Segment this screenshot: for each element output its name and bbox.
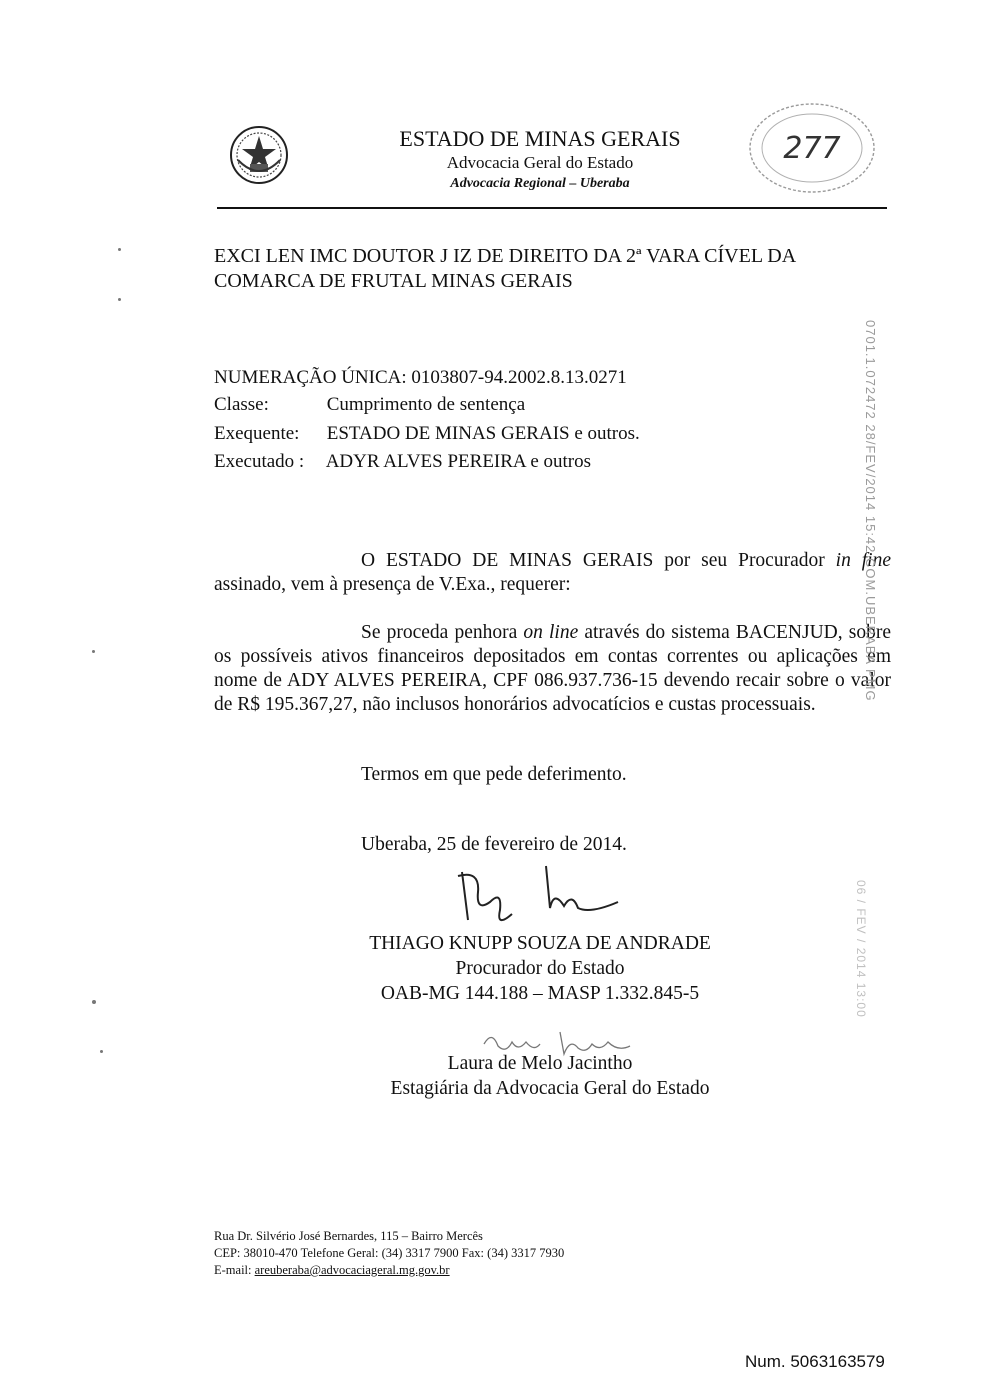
header-divider	[217, 207, 887, 209]
stamp-number: 277	[783, 131, 841, 166]
place-and-date: Uberaba, 25 de fevereiro de 2014.	[361, 834, 627, 855]
reception-side-stamp	[860, 320, 882, 702]
protocol-stamp	[740, 98, 880, 198]
case-number-line	[214, 366, 627, 390]
para1-text-a: O ESTADO DE MINAS GERAIS por seu Procurador	[361, 550, 836, 571]
intern-name: Laura de Melo Jacintho	[447, 1053, 633, 1074]
signer-role: Procurador do Estado	[455, 958, 625, 979]
closing-formula: Termos em que pede deferimento.	[361, 764, 627, 785]
para2-text-b: através do sistema BACENJUD, sobre os possíveis ativos financeiros depositados em contas correntes ou aplicações em nome de ADY ALVES PEREIRA, CPF 086.937.736-15 devendo recair sobre o valor de R$ 195.367,27, não inclusos honorários advocatícios e custas processuais.	[214, 622, 891, 715]
signer-name: THIAGO KNUPP SOUZA DE ANDRADE	[369, 933, 711, 954]
signer-registration: OAB-MG 144.188 – MASP 1.332.845-5	[380, 983, 700, 1004]
footer-email-link[interactable]: areuberaba@advocaciageral.mg.gov.br	[254, 1263, 450, 1277]
request-intro-paragraph	[214, 549, 891, 597]
footer-email-label: E-mail:	[214, 1263, 255, 1277]
addressee-block	[214, 244, 894, 294]
header-agency-name: Advocacia Geral do Estado	[446, 153, 634, 172]
document-number: Num. 5063163579	[745, 1352, 885, 1371]
para2-italic: on line	[523, 622, 579, 643]
addressee-line-2: COMARCA DE FRUTAL MINAS GERAIS	[214, 270, 573, 292]
reception-stamp-text: 0701.1.072472 28/FEV/2014 15:42 COM.UBERABA PMG	[863, 320, 878, 702]
scan-speck	[118, 298, 121, 301]
case-exequente-line	[214, 422, 640, 446]
case-executado-label: Executado :	[214, 451, 305, 472]
scan-speck	[100, 1050, 103, 1053]
case-exequente-value: ESTADO DE MINAS GERAIS e outros.	[326, 423, 640, 444]
case-class-label: Classe:	[214, 394, 269, 415]
case-number-label: NUMERAÇÃO ÚNICA:	[214, 367, 407, 388]
scan-speck	[118, 248, 121, 251]
case-executado-line	[214, 450, 591, 474]
case-number-value: 0103807-94.2002.8.13.0271	[411, 367, 627, 388]
addressee-line-1: EXCI LEN IMC DOUTOR J IZ DE DIREITO DA 2ª VARA CÍVEL DA	[214, 245, 797, 267]
case-class-line	[214, 393, 525, 417]
para1-italic: in fine	[835, 550, 891, 571]
intern-role: Estagiária da Advocacia Geral do Estado	[390, 1078, 710, 1099]
case-exequente-label: Exequente:	[214, 423, 300, 444]
procurator-signature	[450, 862, 630, 932]
case-class-value: Cumprimento de sentença	[326, 394, 526, 415]
header-regional-office: Advocacia Regional – Uberaba	[450, 176, 630, 191]
scan-speck	[92, 1000, 96, 1004]
request-body-paragraph	[214, 621, 891, 717]
case-executado-value: ADYR ALVES PEREIRA e outros	[325, 451, 592, 472]
footer-email-line	[214, 1262, 450, 1279]
reception-side-stamp-faded	[852, 880, 874, 1180]
para1-text-b: assinado, vem à presença de V.Exa., requerer:	[214, 574, 571, 595]
para2-text-a: Se proceda penhora	[361, 622, 524, 643]
footer-contact: CEP: 38010-470 Telefone Geral: (34) 3317 7900 Fax: (34) 3317 7930	[214, 1246, 565, 1260]
header-state-name: ESTADO DE MINAS GERAIS	[399, 126, 681, 151]
state-coat-of-arms-icon	[228, 124, 290, 186]
scan-speck	[92, 650, 95, 653]
footer-address: Rua Dr. Silvério José Bernardes, 115 – Bairro Mercês	[214, 1229, 483, 1243]
reception-stamp-text-faded: 06 / FEV / 2014 13:00	[854, 880, 868, 1018]
